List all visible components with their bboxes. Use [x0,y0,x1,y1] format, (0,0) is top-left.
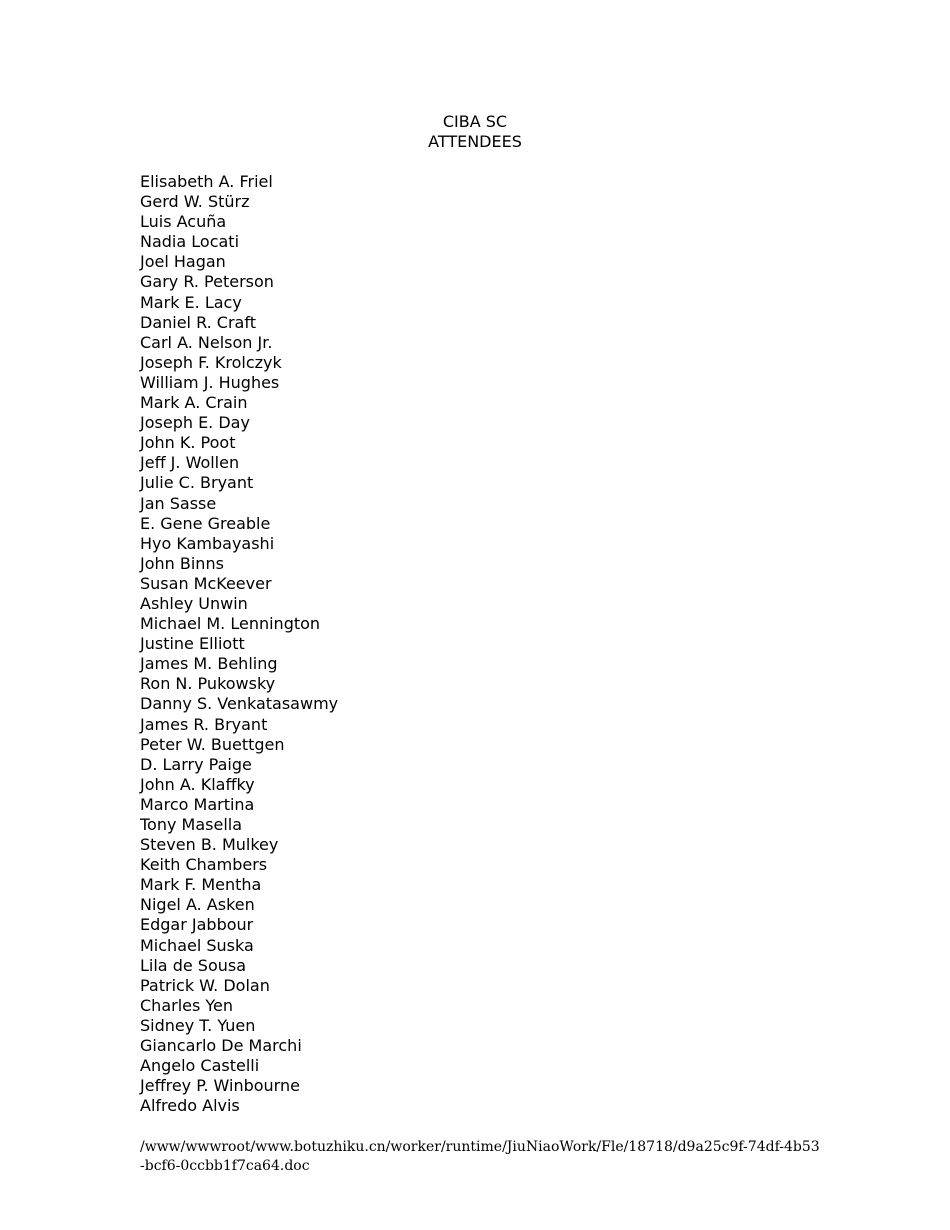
attendee-name: William J. Hughes [140,372,280,392]
attendee-name: James M. Behling [140,654,278,674]
attendee-name: Jeffrey P. Winbourne [140,1076,300,1096]
attendee-name: Jan Sasse [140,493,217,513]
attendee-name: Mark A. Crain [140,393,248,413]
attendee-name: Hyo Kambayashi [140,533,275,553]
attendee-name: Nigel A. Asken [140,895,255,915]
attendee-name: Joel Hagan [140,252,226,272]
attendee-name: Jeff J. Wollen [140,453,240,473]
attendee-name: John K. Poot [140,433,236,453]
attendee-name: Daniel R. Craft [140,312,256,332]
attendee-name: James R. Bryant [140,714,268,734]
attendee-name: Joseph E. Day [140,413,250,433]
attendee-name: Carl A. Nelson Jr. [140,332,273,352]
document-header [0,112,950,152]
attendee-name: Sidney T. Yuen [140,1015,256,1035]
attendee-name: Charles Yen [140,995,234,1015]
attendee-name: Nadia Locati [140,232,240,252]
attendee-name: Patrick W. Dolan [140,975,270,995]
attendee-name: Elisabeth A. Friel [140,172,273,191]
attendee-name: Lila de Sousa [140,955,247,975]
attendee-name: Justine Elliott [140,634,245,654]
attendee-list [140,172,338,1116]
attendee-name: Marco Martina [140,794,255,814]
attendee-name: Ashley Unwin [140,593,248,613]
attendee-name: Angelo Castelli [140,1056,260,1076]
attendee-name: Julie C. Bryant [140,473,254,493]
attendee-name: Mark F. Mentha [140,875,262,895]
document-title: CIBA SC [442,112,508,131]
footer-file-path: /www/wwwroot/www.botuzhiku.cn/worker/runtime/JiuNiaoWork/Fle/18718/d9a25c9f-74df-4b53-bcf6-0ccbb1f7ca64.doc [140,1139,820,1174]
attendee-name: D. Larry Paige [140,754,252,774]
attendee-name: E. Gene Greable [140,513,271,533]
attendee-name: Gary R. Peterson [140,272,274,292]
attendee-name: Keith Chambers [140,855,268,875]
attendee-name: Peter W. Buettgen [140,734,285,754]
attendee-name: Michael M. Lennington [140,614,321,634]
attendee-name: Steven B. Mulkey [140,835,279,855]
attendee-name: Gerd W. Stürz [140,192,250,212]
attendee-name: Ron N. Pukowsky [140,674,276,694]
attendee-name: Mark E. Lacy [140,292,242,312]
attendee-name: Joseph F. Krolczyk [140,352,282,372]
attendee-name: Susan McKeever [140,573,272,593]
document-subtitle: ATTENDEES [428,132,522,151]
attendee-name: Edgar Jabbour [140,915,254,935]
attendee-name: Giancarlo De Marchi [140,1036,302,1056]
attendee-name: Tony Masella [140,815,243,834]
attendee-name: Danny S. Venkatasawmy [140,694,339,714]
attendee-name: Michael Suska [140,935,254,955]
attendee-name: John Binns [140,553,224,573]
attendee-name: Luis Acuña [140,212,227,232]
attendee-name: John A. Klaffky [140,774,255,794]
attendee-name: Alfredo Alvis [140,1096,240,1116]
